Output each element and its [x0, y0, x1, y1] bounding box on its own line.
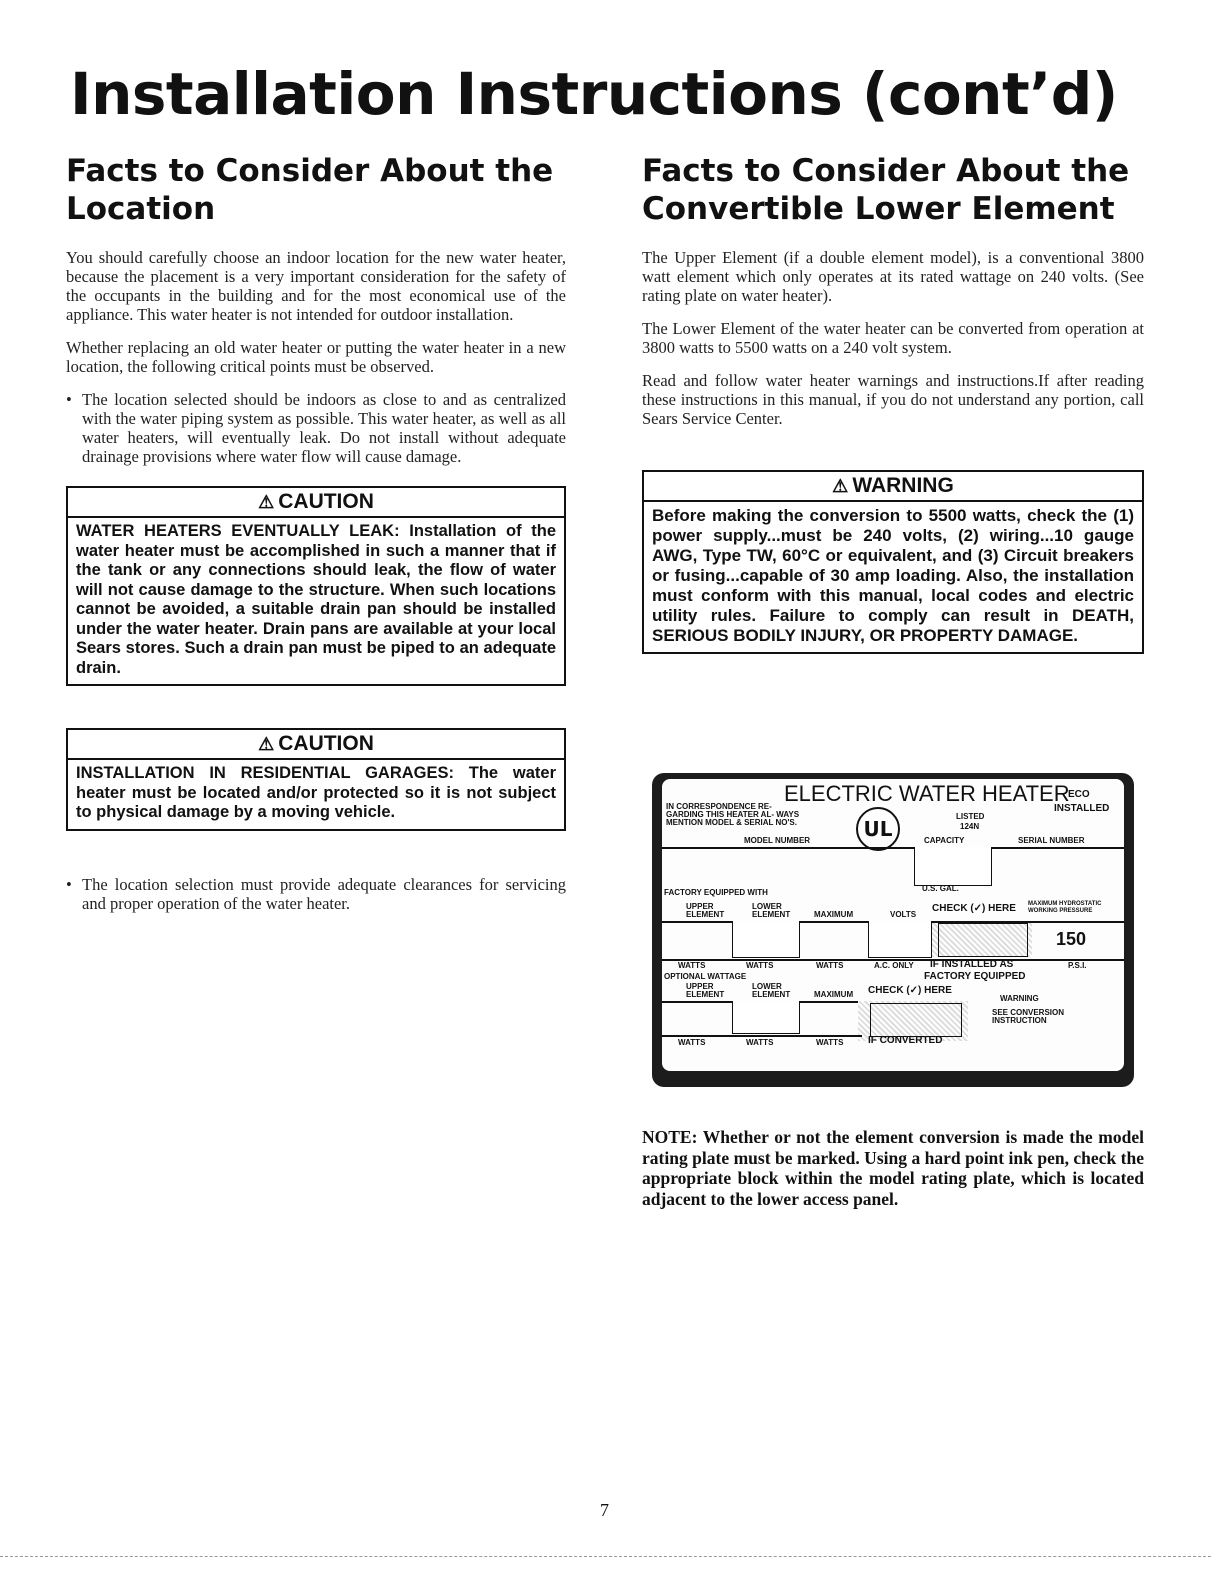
plate-if-installed-as: IF INSTALLED AS	[930, 959, 1014, 970]
check-box-converted	[870, 1003, 962, 1037]
plate-installed: INSTALLED	[1054, 803, 1110, 814]
plate-capacity-label: CAPACITY	[924, 836, 965, 845]
caution-header	[68, 488, 564, 518]
left-column	[66, 152, 566, 927]
warning-body: Before making the conversion to 5500 watts, check the (1) power supply...must be 240 volts, (2) wiring...10 gauge AWG, Type TW, 60°C or equivalent, and (3) Circuit breakers or fusing...capable of 30 amp loading. Also, the installation must conform with this manual, local codes and electric utility rules. Failure to comply can result in DEATH, SERIOUS BODILY INJURY, OR PROPERTY DAMAGE.	[652, 506, 1134, 645]
plate-maximum-2: MAXIMUM	[814, 990, 854, 999]
plate-psi: P.S.I.	[1068, 961, 1087, 970]
warning-triangle-icon: ⚠	[258, 492, 275, 512]
plate-check-here-1: CHECK (✓) HERE	[932, 903, 1016, 914]
plate-us-gal: U.S. GAL.	[922, 884, 959, 893]
plate-watts-2: WATTS	[746, 961, 774, 970]
location-bullet-2: • The location selection must provide adequate clearances for servicing and proper operation of the water heater.	[66, 875, 566, 913]
rating-plate-image	[652, 773, 1134, 1087]
warning-triangle-icon: ⚠	[258, 734, 275, 754]
caution-box-leak	[66, 486, 566, 686]
plate-serial-label: SERIAL NUMBER	[1018, 836, 1085, 845]
plate-listed-code: 124N	[960, 822, 980, 831]
caution-label: CAUTION	[278, 490, 374, 513]
plate-title: ELECTRIC WATER HEATER	[784, 781, 1070, 806]
plate-if-converted: IF CONVERTED	[868, 1035, 943, 1046]
page-number: 7	[600, 1500, 609, 1520]
plate-watts-6: WATTS	[816, 1038, 844, 1047]
plate-volts: VOLTS	[890, 910, 917, 919]
element-paragraph-2: The Lower Element of the water heater can be converted from operation at 3800 watts to 5500 watts on a 240 volt system.	[642, 319, 1144, 357]
ul-logo-icon: UL	[856, 807, 900, 851]
caution-body: WATER HEATERS EVENTUALLY LEAK: Installation of the water heater must be accomplished in such a manner that if the tank or any connections should leak, the flow of water will not cause damage to the structure. When such locations cannot be avoided, a suitable drain pan should be installed under the water heater. Drain pans are available at your local Sears stores. Such a drain pan must be piped to an adequate drain.	[76, 522, 556, 677]
location-bullet-1: • The location selected should be indoors as close to and as centralized with the water piping system as possible. This water heater, as well as all water heaters, will eventually leak. Do not install without adequate drainage provisions where water flow will cause damage.	[66, 390, 566, 466]
plate-maximum: MAXIMUM	[814, 910, 854, 919]
bottom-rule	[0, 1556, 1211, 1558]
plate-correspondence: IN CORRESPONDENCE RE- GARDING THIS HEATER AL- WAYS MENTION MODEL & SERIAL NO'S.	[666, 802, 800, 827]
plate-watts-1: WATTS	[678, 961, 706, 970]
warning-label: WARNING	[852, 474, 954, 497]
warning-header	[644, 472, 1142, 502]
plate-check-here-2: CHECK (✓) HERE	[868, 985, 952, 996]
plate-factory-equipped: FACTORY EQUIPPED	[924, 971, 1026, 982]
rating-plate-note: NOTE: Whether or not the element conversion is made the model rating plate must be marked. Using a hard point ink pen, check the appropriate block within the model rating plate, which is located adjacent to the lower access panel.	[642, 1127, 1144, 1209]
plate-listed: LISTED	[956, 812, 985, 821]
capacity-cell	[914, 847, 992, 886]
caution-header	[68, 730, 564, 760]
plate-warning: WARNING	[1000, 994, 1039, 1003]
plate-optional-wattage: OPTIONAL WATTAGE	[664, 972, 747, 981]
element-heading: Facts to Consider About the Convertible Lower Element	[642, 153, 1130, 227]
plate-upper-element-2: UPPER ELEMENT	[686, 982, 725, 999]
optional-lower-cell	[732, 1001, 800, 1034]
plate-upper-element: UPPER ELEMENT	[686, 902, 725, 919]
plate-watts-3: WATTS	[816, 961, 844, 970]
plate-lower-element: LOWER ELEMENT	[752, 902, 791, 919]
plate-ac-only: A.C. ONLY	[874, 961, 914, 970]
right-column	[642, 152, 1144, 654]
plate-pressure-value: 150	[1056, 929, 1087, 949]
plate-model-number-label: MODEL NUMBER	[744, 836, 811, 845]
plate-watts-5: WATTS	[746, 1038, 774, 1047]
warning-triangle-icon: ⚠	[832, 476, 849, 496]
caution-label: CAUTION	[278, 732, 374, 755]
plate-see-conversion: SEE CONVERSION INSTRUCTION	[992, 1008, 1065, 1025]
plate-max-hydrostatic: MAXIMUM HYDROSTATIC WORKING PRESSURE	[1028, 901, 1102, 914]
element-paragraph-1: The Upper Element (if a double element model), is a conventional 3800 watt element which only operates at its rated wattage on 240 volts. (See rating plate on water heater).	[642, 248, 1144, 305]
lower-element-cell	[732, 921, 800, 958]
plate-eco: ECO	[1068, 789, 1090, 800]
location-heading: Facts to Consider About the Location	[66, 153, 554, 227]
element-paragraph-3: Read and follow water heater warnings and instructions.If after reading these instructions in this manual, if you do not understand any portion, call Sears Service Center.	[642, 371, 1144, 428]
volts-cell	[868, 921, 932, 958]
plate-factory-equipped-with: FACTORY EQUIPPED WITH	[664, 888, 768, 897]
location-paragraph-2: Whether replacing an old water heater or putting the water heater in a new location, the following critical points must be observed.	[66, 338, 566, 376]
check-box-factory	[938, 923, 1028, 957]
warning-box	[642, 470, 1144, 654]
location-paragraph-1: You should carefully choose an indoor location for the new water heater, because the placement is a very important consideration for the safety of the occupants in the building and for the most economical use of the appliance. This water heater is not intended for outdoor installation.	[66, 248, 566, 324]
page-title: Installation Instructions (cont’d)	[70, 60, 1118, 128]
plate-lower-element-2: LOWER ELEMENT	[752, 982, 791, 999]
rating-plate	[662, 779, 1124, 1071]
caution-box-garage	[66, 728, 566, 831]
caution-body: INSTALLATION IN RESIDENTIAL GARAGES: The water heater must be located and/or protected so it is not subject to physical damage by a moving vehicle.	[76, 764, 556, 821]
plate-watts-4: WATTS	[678, 1038, 706, 1047]
